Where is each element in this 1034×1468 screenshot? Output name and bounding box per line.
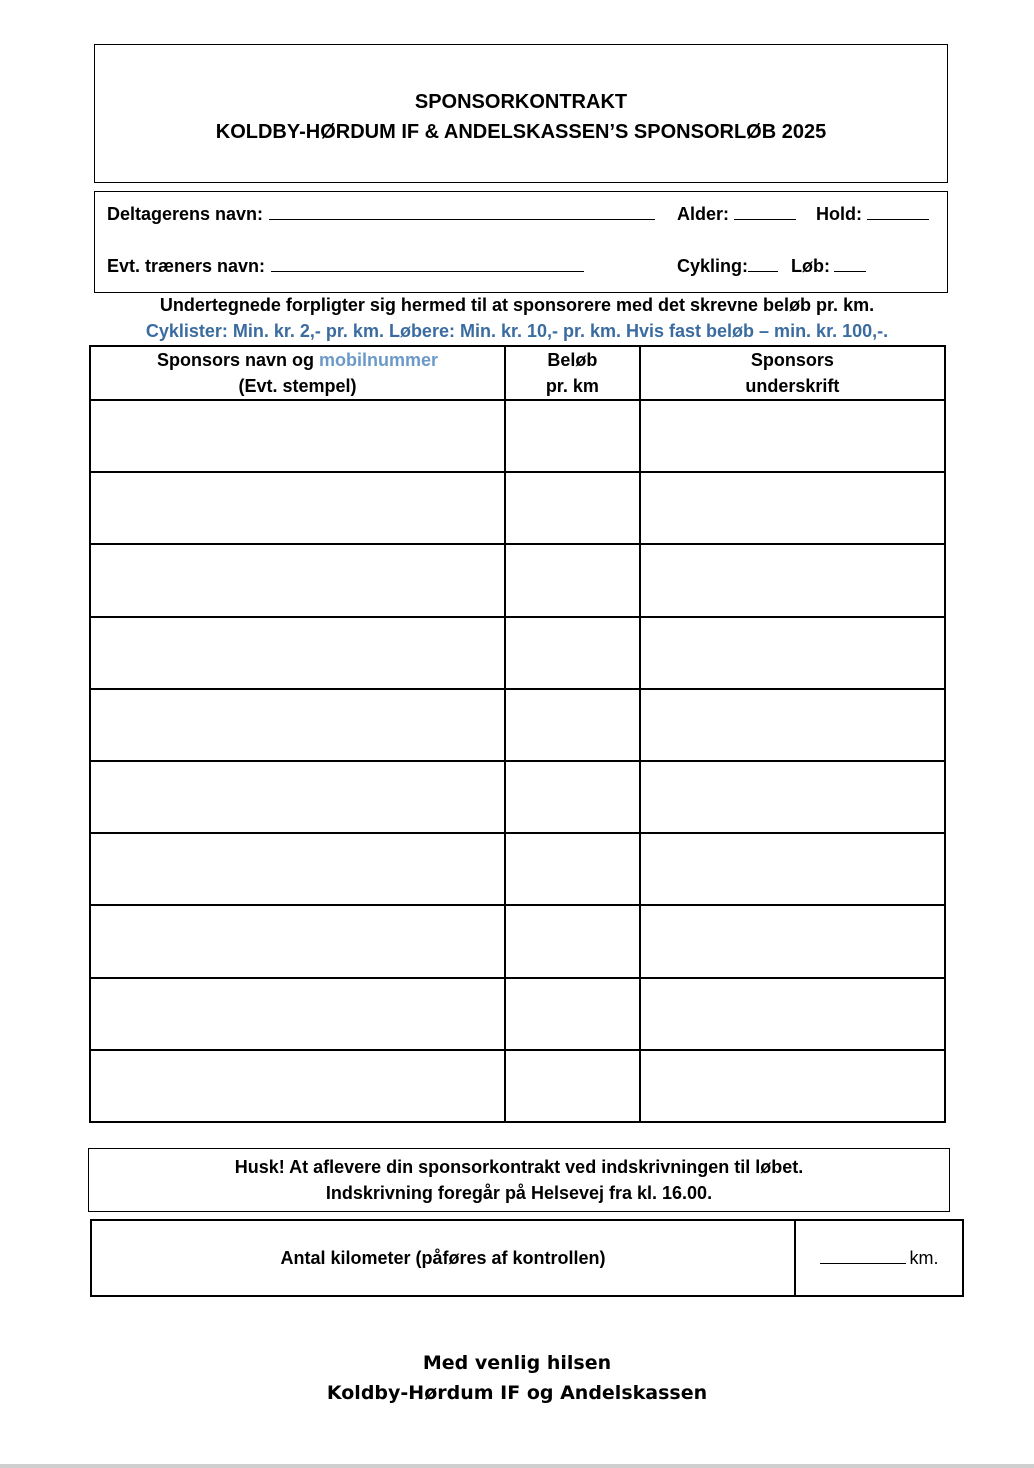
- title-box: [94, 44, 948, 183]
- page-bottom-divider: [0, 1464, 1034, 1468]
- kilometer-label: Antal kilometer (påføres af kontrollen): [92, 1221, 796, 1295]
- age-label: Alder:: [677, 204, 730, 224]
- table-row: [90, 472, 945, 544]
- sponsor-name-cell[interactable]: [90, 400, 505, 472]
- team-label: Hold:: [816, 204, 862, 224]
- sponsor-name-cell[interactable]: [90, 905, 505, 977]
- table-row: [90, 905, 945, 977]
- signature-cell[interactable]: [640, 617, 945, 689]
- amount-cell[interactable]: [505, 400, 640, 472]
- table-row: [90, 833, 945, 905]
- signature-cell[interactable]: [640, 833, 945, 905]
- amount-cell[interactable]: [505, 689, 640, 761]
- participant-info-box: [94, 191, 948, 293]
- run-field[interactable]: [791, 254, 866, 277]
- signature-cell[interactable]: [640, 1050, 945, 1122]
- team-field[interactable]: [816, 202, 929, 225]
- table-row: [90, 978, 945, 1050]
- table-row: [90, 689, 945, 761]
- table-row: [90, 617, 945, 689]
- signature-cell[interactable]: [640, 978, 945, 1050]
- signature-cell[interactable]: [640, 689, 945, 761]
- commitment-text: Undertegnede forpligter sig hermed til at sponsorere med det skrevne beløb pr. km.: [159, 295, 875, 315]
- table-row: [90, 1050, 945, 1122]
- kilometer-line[interactable]: [820, 1250, 906, 1264]
- table-header-row: [90, 346, 945, 400]
- team-line[interactable]: [867, 202, 929, 220]
- mobile-number-highlight: mobilnummer: [319, 350, 439, 370]
- reminder-box: [88, 1148, 950, 1212]
- document-title: SPONSORKONTRAKT: [414, 91, 628, 113]
- amount-cell[interactable]: [505, 978, 640, 1050]
- trainer-name-field[interactable]: [107, 254, 584, 277]
- sponsor-name-cell[interactable]: [90, 1050, 505, 1122]
- amount-cell[interactable]: [505, 1050, 640, 1122]
- reminder-line-2: Indskrivning foregår på Helsevej fra kl. 16.00.: [325, 1183, 713, 1203]
- closing-greeting: Med venlig hilsen: [422, 1352, 612, 1374]
- kilometer-field[interactable]: [796, 1221, 962, 1295]
- amount-cell[interactable]: [505, 761, 640, 833]
- sponsor-name-cell[interactable]: [90, 978, 505, 1050]
- cycling-line[interactable]: [748, 254, 778, 272]
- participant-name-field[interactable]: [107, 202, 655, 225]
- minimum-amounts-text: Cyklister: Min. kr. 2,- pr. km. Løbere: Min. kr. 10,- pr. km. Hvis fast beløb – min. kr. 100,-.: [145, 321, 889, 341]
- cycling-label: Cykling:: [677, 256, 749, 276]
- trainer-name-line[interactable]: [271, 254, 584, 272]
- trainer-name-label: Evt. træners navn:: [107, 256, 266, 276]
- kilometer-box: [90, 1219, 964, 1297]
- age-line[interactable]: [734, 202, 796, 220]
- sponsor-table: [89, 345, 946, 1123]
- signature-cell[interactable]: [640, 400, 945, 472]
- cycling-field[interactable]: [677, 254, 778, 277]
- sponsor-name-cell[interactable]: [90, 472, 505, 544]
- run-label: Løb:: [791, 256, 830, 276]
- signature-cell[interactable]: [640, 472, 945, 544]
- amount-cell[interactable]: [505, 544, 640, 616]
- sponsor-name-cell[interactable]: [90, 689, 505, 761]
- participant-name-label: Deltagerens navn:: [107, 204, 264, 224]
- sponsor-rows: [90, 400, 945, 1122]
- amount-cell[interactable]: [505, 617, 640, 689]
- document-subtitle: KOLDBY-HØRDUM IF & ANDELSKASSEN’S SPONSORLØB 2025: [215, 121, 827, 143]
- amount-cell[interactable]: [505, 472, 640, 544]
- signature-cell[interactable]: [640, 761, 945, 833]
- sponsor-name-cell[interactable]: [90, 761, 505, 833]
- column-header-amount: Beløb pr. km: [505, 346, 640, 400]
- amount-cell[interactable]: [505, 905, 640, 977]
- closing-signature: Koldby-Hørdum IF og Andelskassen: [326, 1382, 708, 1404]
- run-line[interactable]: [834, 254, 866, 272]
- signature-cell[interactable]: [640, 905, 945, 977]
- participant-name-line[interactable]: [269, 202, 655, 220]
- table-row: [90, 544, 945, 616]
- table-row: [90, 400, 945, 472]
- signature-cell[interactable]: [640, 544, 945, 616]
- amount-cell[interactable]: [505, 833, 640, 905]
- column-header-signature: Sponsors underskrift: [640, 346, 945, 400]
- column-header-sponsor-name: Sponsors navn og mobilnummer (Evt. stempel): [90, 346, 505, 400]
- sponsor-name-cell[interactable]: [90, 544, 505, 616]
- sponsor-name-cell[interactable]: [90, 617, 505, 689]
- sponsor-name-cell[interactable]: [90, 833, 505, 905]
- age-field[interactable]: [677, 202, 796, 225]
- kilometer-unit: km.: [909, 1248, 939, 1268]
- table-row: [90, 761, 945, 833]
- reminder-line-1: Husk! At aflevere din sponsorkontrakt ved indskrivningen til løbet.: [234, 1157, 804, 1177]
